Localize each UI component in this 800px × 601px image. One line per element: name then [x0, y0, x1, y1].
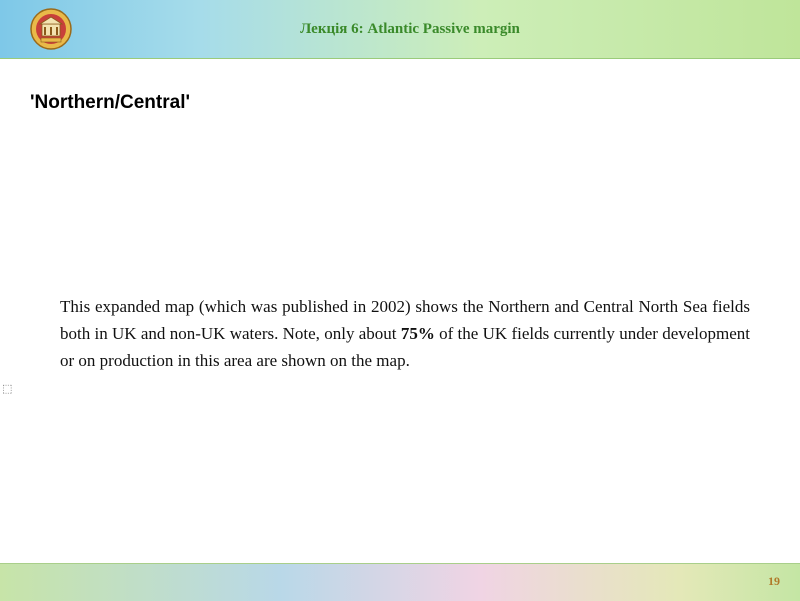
- page-number: 19: [768, 574, 780, 588]
- footer-bar: [0, 563, 800, 601]
- body-paragraph: [60, 293, 750, 374]
- lecture-title: Лекція 6: Atlantic Passive margin: [300, 21, 520, 37]
- body-text-bold: 75%: [400, 324, 435, 343]
- body-text-part1: This expanded map (which was published in 2002) shows the Northern and Central North Sea fields both in UK and non-UK waters. Note, only about: [60, 297, 750, 343]
- hyperlink-icon: ⬚: [2, 382, 13, 395]
- body-text-part2: of the UK fields currently under development or on production in this area are shown on the map.: [60, 324, 750, 370]
- header-bar: [0, 0, 800, 59]
- slide-heading: 'Northern/Central': [30, 92, 190, 113]
